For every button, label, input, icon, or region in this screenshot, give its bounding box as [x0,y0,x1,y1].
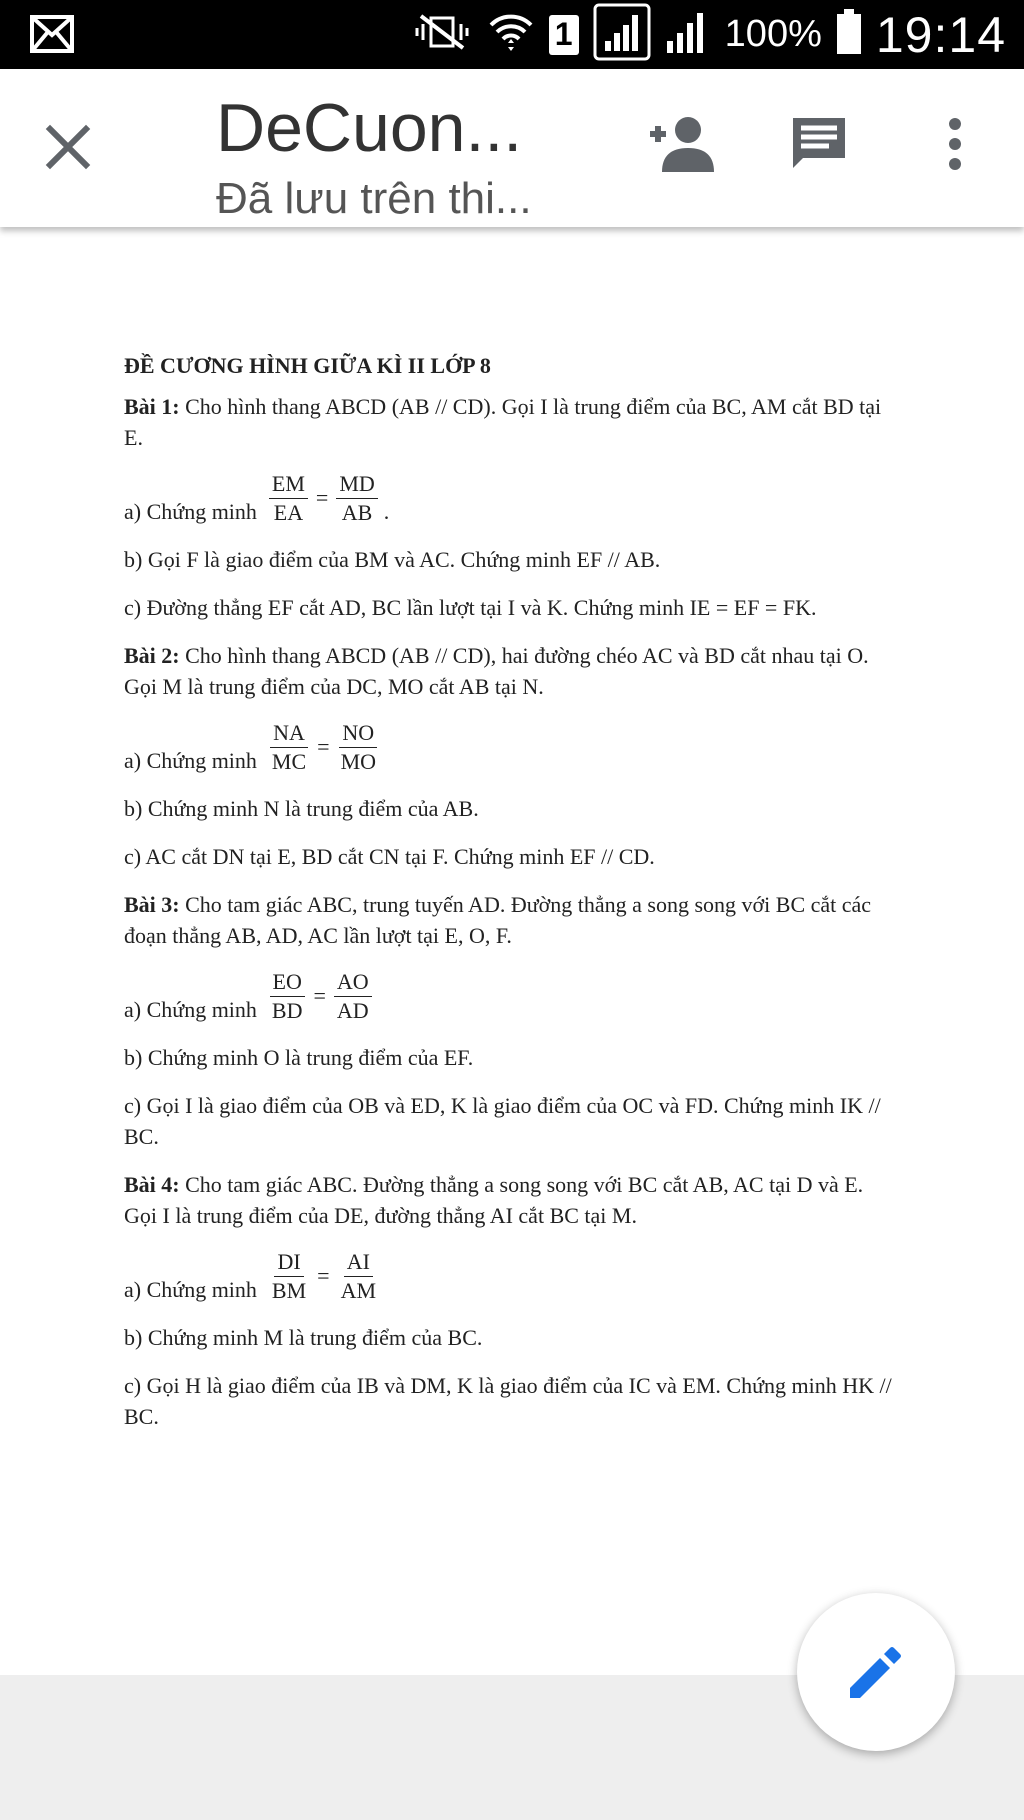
equals-sign: = [313,983,326,1008]
part-a-suffix: . [383,499,390,524]
fraction-numerator: DI [274,1248,303,1277]
more-options-button[interactable] [940,114,970,179]
problem-1-part-b: b) Gọi F là giao điểm của BM và AC. Chứng minh EF // AB. [124,547,661,572]
battery-icon [836,9,862,60]
status-bar [0,0,1024,69]
fraction [336,470,377,527]
comment-button[interactable] [789,114,849,179]
problem-3-part-a [124,968,894,1025]
fraction-denominator: BM [271,1278,307,1303]
vibrate-mute-icon [411,12,473,57]
fraction-denominator: MO [340,749,377,774]
problem-4 [124,1169,894,1231]
problem-label: Bài 1: [124,394,180,419]
wifi-icon [487,9,535,60]
fraction-numerator: AI [344,1248,373,1277]
problem-4-part-c: c) Gọi H là giao điểm của IB và DM, K là giao điểm của IC và EM. Chứng minh HK // BC. [124,1373,892,1429]
signal-strength-icon-2 [665,9,711,60]
problem-2-part-a [124,719,894,776]
edit-pencil-icon [844,1640,908,1704]
fraction [269,968,306,1025]
close-icon [40,119,96,175]
fraction [334,968,372,1025]
fraction-numerator: EM [269,470,308,499]
add-person-button[interactable] [646,114,716,181]
app-bar [0,69,1024,227]
fraction [269,1248,309,1305]
equals-sign: = [317,734,330,759]
problem-label: Bài 4: [124,1172,180,1197]
part-a-prefix: a) Chứng minh [124,499,257,524]
problem-4-part-a [124,1248,894,1305]
part-a-prefix: a) Chứng minh [124,997,257,1022]
part-a-prefix: a) Chứng minh [124,748,257,773]
problem-text: Cho hình thang ABCD (AB // CD), hai đường chéo AC và BD cắt nhau tại O. Gọi M là trung điểm của DC, MO cắt AB tại N. [124,643,869,699]
fraction-numerator: AO [334,968,372,997]
problem-2 [124,640,894,702]
fraction [269,470,308,527]
part-a-prefix: a) Chứng minh [124,1277,257,1302]
fraction [338,1248,379,1305]
clock: 19:14 [875,6,1006,63]
problem-1-part-c: c) Đường thẳng EF cắt AD, BC lần lượt tại I và K. Chứng minh IE = EF = FK. [124,595,817,620]
problem-label: Bài 2: [124,643,180,668]
problem-3-part-b: b) Chứng minh O là trung điểm của EF. [124,1045,474,1070]
fraction-numerator: EO [270,968,305,997]
document-title: DeCuon... [216,90,523,166]
problem-text: Cho hình thang ABCD (AB // CD). Gọi I là trung điểm của BC, AM cắt BD tại E. [124,394,882,450]
problem-2-part-c: c) AC cắt DN tại E, BD cắt CN tại F. Chứng minh EF // CD. [124,844,655,869]
fraction-denominator: AB [341,500,373,525]
equals-sign: = [317,1263,330,1288]
fraction-numerator: MD [336,470,377,499]
document-subtitle: Đã lưu trên thi... [216,174,532,223]
problem-3 [124,889,894,951]
problem-1 [124,391,894,453]
problem-text: Cho tam giác ABC. Đường thẳng a song song với BC cắt AB, AC tại D và E. Gọi I là trung điểm của DE, đường thẳng AI cắt BC tại M. [124,1172,864,1228]
problem-text: Cho tam giác ABC, trung tuyến AD. Đường thẳng a song song với BC cắt các đoạn thẳng AB, AD, AC lần lượt tại E, O, F. [124,892,872,948]
fraction-denominator: MC [271,749,307,774]
signal-strength-icon-1 [593,3,651,66]
sim-indicator: 1 [549,15,579,55]
problem-2-part-b: b) Chứng minh N là trung điểm của AB. [124,796,479,821]
fraction-denominator: EA [273,500,304,525]
fraction-numerator: NA [270,719,308,748]
fraction-denominator: AM [340,1278,377,1303]
fraction [269,719,309,776]
fraction-denominator: AD [336,998,369,1023]
equals-sign: = [315,485,329,510]
add-person-icon [646,114,716,176]
problem-label: Bài 3: [124,892,180,917]
battery-percentage: 100% [724,13,822,55]
comment-icon [789,114,849,174]
edit-fab-button[interactable] [797,1593,955,1751]
mail-icon [30,15,74,58]
document-heading: ĐỀ CƯƠNG HÌNH GIỮA KÌ II LỚP 8 [124,353,491,378]
problem-4-part-b: b) Chứng minh M là trung điểm của BC. [124,1325,483,1350]
document-page [124,350,894,1449]
fraction-denominator: BD [271,998,303,1023]
close-button[interactable] [40,119,96,175]
problem-3-part-c: c) Gọi I là giao điểm của OB và ED, K là giao điểm của OC và FD. Chứng minh IK // BC. [124,1093,881,1149]
problem-1-part-a [124,470,894,527]
fraction [338,719,379,776]
more-vert-icon [940,114,970,174]
fraction-numerator: NO [339,719,377,748]
